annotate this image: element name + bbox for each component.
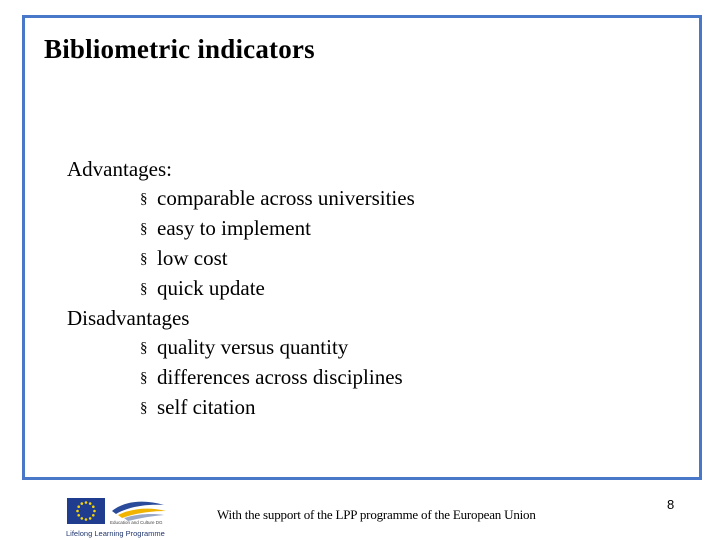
list-item (67, 274, 415, 304)
list-item (67, 333, 415, 363)
slide-title: Bibliometric indicators (44, 34, 315, 64)
page-number: 8 (667, 497, 675, 512)
list-item (67, 244, 415, 274)
list-item (67, 393, 415, 423)
bullet-text: comparable across universities (157, 186, 415, 210)
bullet-icon: § (140, 221, 148, 237)
bullet-text: quality versus quantity (157, 335, 349, 359)
bullet-icon: § (140, 400, 148, 416)
bullet-icon: § (140, 251, 148, 267)
bullet-text: quick update (157, 276, 265, 300)
footer-support-text: With the support of the LPP programme of the European Union (217, 507, 536, 522)
bullet-icon: § (140, 370, 148, 386)
logo-side-caption: Education and Culture DG (110, 520, 163, 525)
disadvantages-heading: Disadvantages (67, 306, 190, 330)
llp-logo (66, 495, 186, 537)
bullet-icon: § (140, 340, 148, 356)
bullet-icon: § (140, 281, 148, 297)
bullet-text: low cost (157, 246, 228, 270)
bullet-text: differences across disciplines (157, 365, 403, 389)
bullet-icon: § (140, 191, 148, 207)
list-item (67, 184, 415, 214)
slide-content (67, 155, 415, 423)
advantages-heading: Advantages: (67, 157, 172, 181)
bullet-text: easy to implement (157, 216, 311, 240)
bullet-text: self citation (157, 395, 256, 419)
logo-caption: Lifelong Learning Programme (66, 529, 165, 538)
llp-swoosh-logo (112, 502, 166, 521)
list-item (67, 363, 415, 393)
list-item (67, 214, 415, 244)
